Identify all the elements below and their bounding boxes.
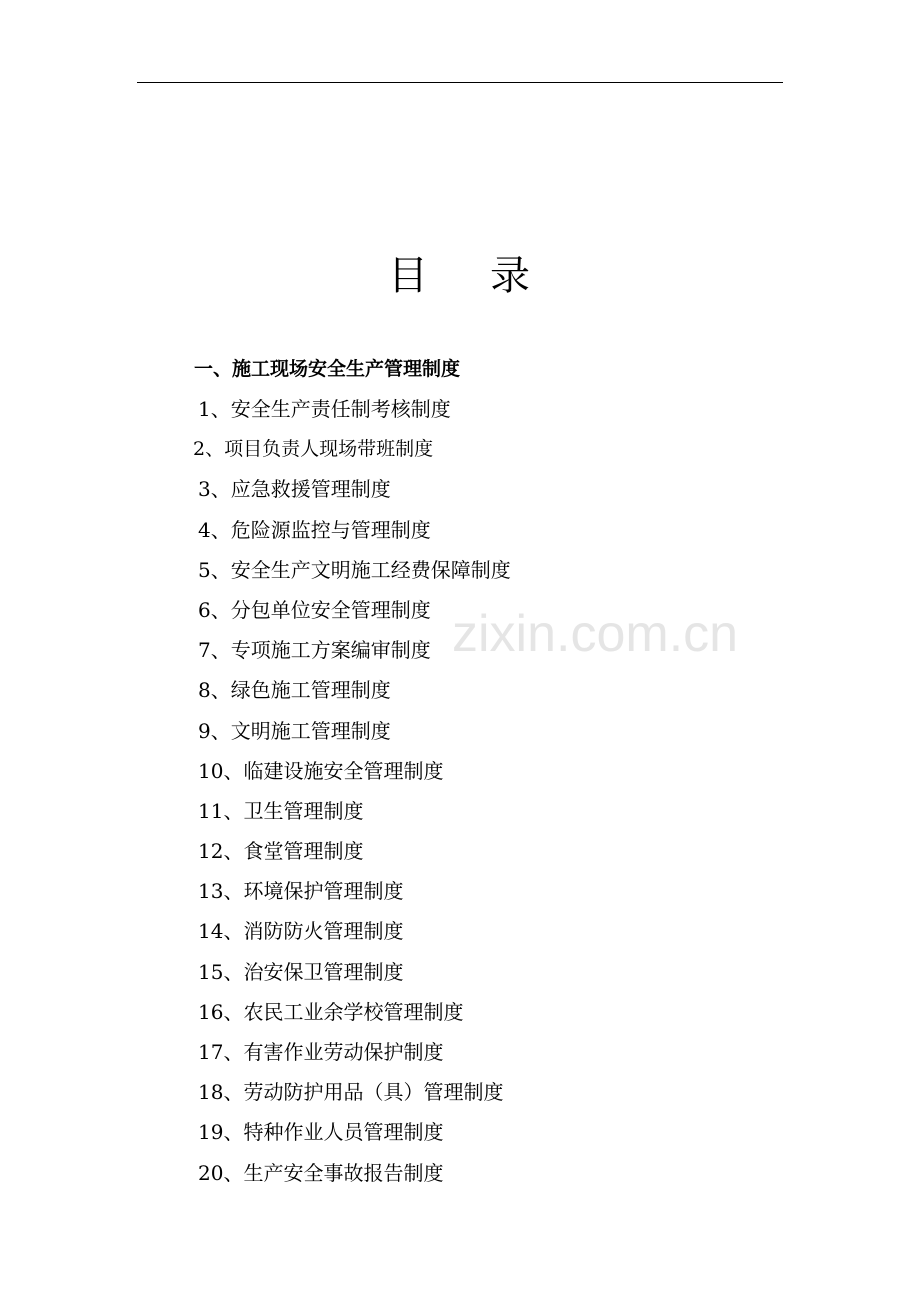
toc-item: [0, 1116, 920, 1156]
toc-item: [0, 1157, 920, 1197]
toc-item-label: 有害作业劳动保护制度: [243, 1040, 444, 1064]
toc-item-number: 15: [198, 959, 224, 984]
toc-item-label: 分包单位安全管理制度: [230, 597, 431, 622]
toc-item-separator: 、: [223, 959, 244, 984]
toc-item: [0, 473, 920, 513]
toc-item-separator: 、: [210, 397, 231, 421]
toc-item-number: 5: [198, 557, 211, 582]
toc-item-number: 8: [198, 678, 211, 703]
toc-item-separator: 、: [210, 597, 231, 622]
toc-title: [0, 248, 920, 304]
toc-title-char-2: 录: [490, 253, 532, 299]
toc-item-separator: 、: [210, 517, 231, 542]
toc-item-number: 9: [198, 718, 211, 743]
toc-item-label: 危险源监控与管理制度: [230, 517, 431, 542]
toc-item-label: 项目负责人现场带班制度: [224, 438, 434, 461]
toc-item-label: 文明施工管理制度: [230, 718, 391, 743]
section-heading: 一、施工现场安全生产管理制度: [194, 358, 461, 380]
toc-item: [0, 594, 920, 634]
toc-item-number: 20: [198, 1160, 224, 1185]
toc-item: [0, 554, 920, 594]
toc-item-separator: 、: [223, 1080, 244, 1105]
toc-item-number: 6: [198, 597, 211, 622]
toc-item-separator: 、: [210, 678, 231, 703]
toc-item-label: 应急救援管理制度: [230, 477, 391, 502]
toc-item-separator: 、: [205, 438, 225, 461]
toc-item: [0, 875, 920, 915]
toc-item-number: 17: [198, 1040, 224, 1064]
toc-item-separator: 、: [223, 1120, 244, 1145]
toc-item: [0, 956, 920, 996]
toc-item-number: 4: [198, 517, 211, 542]
toc-item-number: 1: [198, 397, 211, 421]
toc-item-label: 环境保护管理制度: [243, 879, 404, 904]
toc-item-separator: 、: [223, 1160, 244, 1185]
toc-item: [0, 835, 920, 875]
toc-item: [0, 514, 920, 554]
toc-item: [0, 915, 920, 955]
toc-item-label: 生产安全事故报告制度: [243, 1160, 444, 1185]
toc-item-label: 治安保卫管理制度: [243, 959, 404, 984]
toc-item-label: 劳动防护用品（具）管理制度: [243, 1080, 504, 1105]
toc-item-label: 安全生产文明施工经费保障制度: [230, 557, 511, 582]
toc-item: [0, 715, 920, 755]
header-rule: [137, 82, 783, 83]
toc-item-separator: 、: [223, 839, 244, 864]
toc-item-separator: 、: [223, 999, 244, 1024]
toc-item-number: 12: [198, 839, 224, 864]
toc-item: [0, 634, 920, 674]
toc-item: [0, 996, 920, 1036]
toc-item-separator: 、: [210, 557, 231, 582]
toc-item-number: 3: [198, 477, 211, 502]
toc-item-label: 安全生产责任制考核制度: [230, 397, 451, 421]
toc-item: [0, 674, 920, 714]
toc-item-separator: 、: [223, 879, 244, 904]
toc-item-label: 卫生管理制度: [243, 798, 364, 823]
toc-item-separator: 、: [223, 1040, 244, 1064]
toc-item-number: 7: [198, 638, 211, 663]
toc-item-label: 专项施工方案编审制度: [230, 638, 431, 663]
toc-item-separator: 、: [210, 638, 231, 663]
toc-item-label: 绿色施工管理制度: [230, 678, 391, 703]
toc-item-label: 特种作业人员管理制度: [243, 1120, 444, 1145]
toc-item-number: 2: [193, 438, 206, 461]
toc-item-number: 19: [198, 1120, 224, 1145]
toc-item: [0, 755, 920, 795]
toc-item: [0, 795, 920, 835]
toc-list: [0, 393, 920, 1197]
toc-item-number: 14: [198, 919, 224, 944]
toc-item-label: 临建设施安全管理制度: [243, 758, 444, 783]
toc-item-separator: 、: [210, 477, 231, 502]
toc-item-separator: 、: [223, 798, 244, 823]
toc-item: [0, 1036, 920, 1076]
toc-item-label: 食堂管理制度: [243, 839, 364, 864]
toc-item: [0, 393, 920, 433]
toc-item-number: 10: [198, 758, 224, 783]
toc-item-number: 16: [198, 999, 224, 1024]
toc-item-separator: 、: [210, 718, 231, 743]
toc-item-number: 13: [198, 879, 224, 904]
toc-item-label: 农民工业余学校管理制度: [243, 999, 464, 1024]
toc-item-number: 18: [198, 1080, 224, 1105]
toc-item: [0, 1076, 920, 1116]
toc-title-char-1: 目: [388, 253, 430, 299]
toc-item-number: 11: [198, 798, 224, 823]
toc-item-label: 消防防火管理制度: [243, 919, 404, 944]
toc-item: [0, 433, 920, 473]
watermark: zixin.com.cn: [452, 605, 739, 663]
toc-item-separator: 、: [223, 919, 244, 944]
toc-item-separator: 、: [223, 758, 244, 783]
